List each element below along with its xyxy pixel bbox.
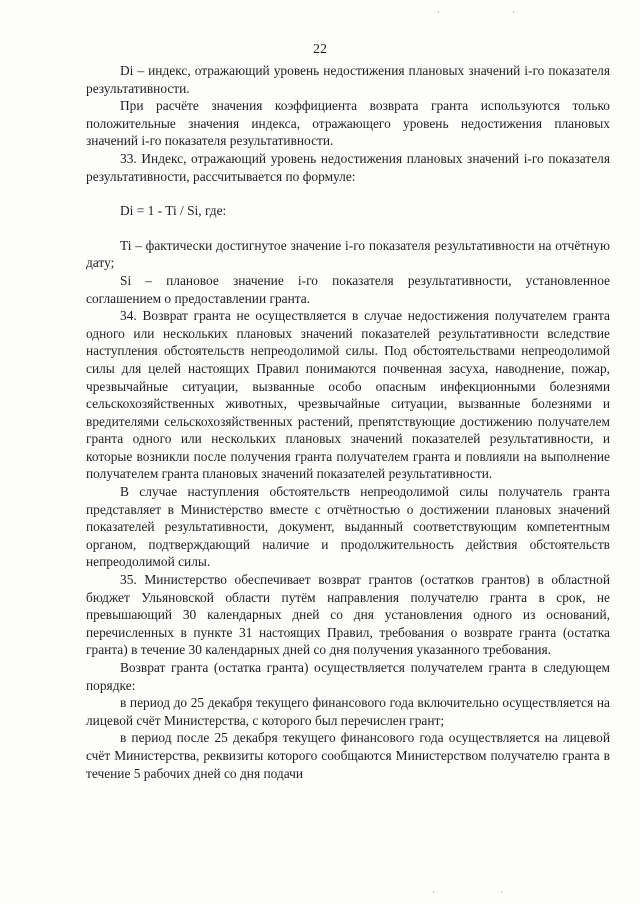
paragraph-si-definition: Si – плановое значение i-го показателя результативности, установленное соглашением о предоставлении гранта. bbox=[86, 272, 610, 306]
paragraph-ti-definition: Ti – фактически достигнутое значение i-го показателя результативности на отчётную дату; bbox=[86, 237, 610, 271]
page-number: 22 bbox=[313, 42, 327, 57]
scan-speck: · bbox=[437, 8, 440, 18]
paragraph-di-definition: Di – индекс, отражающий уровень недостижения плановых значений i-го показателя результативности. bbox=[86, 63, 610, 96]
paragraph-after-dec-25: в период после 25 декабря текущего финансового года осуществляется на лицевой счёт Министерства, реквизиты которого сообщаются Министерством получателю гранта в течение 5 рабочих дней со дня подачи bbox=[86, 730, 610, 781]
paragraph-force-majeure: В случае наступления обстоятельств непреодолимой силы получатель гранта представляет в Министерство вместе с отчётностью о достижении плановых значений показателей результативности, документ, выданный соответствующим компетентным органом, подтверждающий наличие и продолжительность действия обстоятельств непреодолимой силы. bbox=[86, 484, 610, 570]
paragraph-return-order: Возврат гранта (остатка гранта) осуществляется получателем гранта в следующем порядке: bbox=[86, 660, 610, 693]
paragraph-35: 35. Министерство обеспечивает возврат грантов (остатков грантов) в областной бюджет Ульяновской области путём направления получателю гранта в срок, не превышающий 30 календарных дней со дня установления одного из оснований, перечисленных в пункте 31 настоящих Правил, требования о возврате гранта (остатка гранта) в течение 30 календарных дней со дня получения указанного требования. bbox=[86, 572, 610, 658]
formula: Di = 1 - Ti / Si, где: bbox=[120, 203, 227, 219]
scan-speck: · bbox=[432, 888, 435, 898]
scan-speck: · bbox=[500, 888, 503, 898]
document-body bbox=[86, 62, 610, 782]
scan-speck: · bbox=[512, 8, 515, 18]
paragraph-before-dec-25: в период до 25 декабря текущего финансового года включительно осуществляется на лицевой счёт Министерства, с которого был перечислен грант; bbox=[86, 695, 610, 728]
paragraph-33: 33. Индекс, отражающий уровень недостижения плановых значений i-го показателя результативности, рассчитывается по формуле: bbox=[86, 150, 610, 184]
paragraph-positive-values: При расчёте значения коэффициента возврата гранта используются только положительные значения индекса, отражающего уровень недостижения плановых значений i-го показателя результативности. bbox=[86, 98, 610, 149]
paragraph-34: 34. Возврат гранта не осуществляется в случае недостижения получателем гранта одного или нескольких плановых значений показателей результативности вследствие наступления обстоятельств непреодолимой силы. Под обстоятельствами непреодолимой силы для целей настоящих Правил понимаются почвенная засуха, наводнение, пожар, чрезвычайные ситуации, вызванные особо опасным инфекционными болезнями сельскохозяйственных животных, чрезвычайные ситуации, вызванные болезнями и вредителями сельскохозяйственных растений, препятствующие достижению получателем гранта одного или нескольких плановых значений показателей результативности, и которые возникли после получения гранта получателем гранта и повлияли на выполнение получателем гранта плановых значений показателей результативности. bbox=[86, 308, 610, 482]
